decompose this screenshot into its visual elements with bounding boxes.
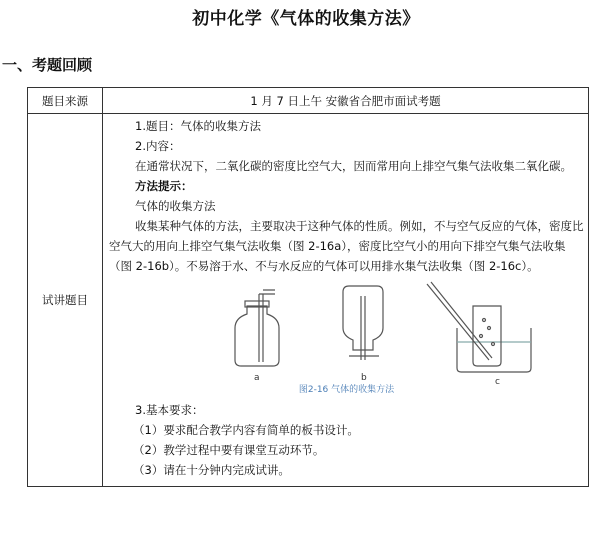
- topic-row: [28, 114, 589, 487]
- topic-line: 1.题目：气体的收集方法: [135, 119, 261, 133]
- hint-text: 收集某种气体的方法，主要取决于这种气体的性质。例如，不与空气反应的气体，密度比空气大的用向上排空气集气法收集（图 2-16a），密度比空气小的用向下排空气集气法收集（图 2-16b）。不易溶于水、不与水反应的气体可以用排水集气法收集（图 2-16c）。: [109, 219, 584, 273]
- content-heading: 2.内容：: [135, 139, 181, 153]
- gas-collection-figure: [109, 276, 584, 388]
- apparatus-illustration: [109, 276, 579, 388]
- requirement-3: （3）请在十分钟内完成试讲。: [133, 463, 290, 477]
- requirement-2: （2）教学过程中要有课堂互动环节。: [133, 443, 325, 457]
- content-text: 在通常状况下，二氧化碳的密度比空气大，因而常用向上排空气集气法收集二氧化碳。: [135, 159, 572, 173]
- figure-label-b: b: [361, 373, 367, 383]
- hint-heading: 方法提示：: [135, 179, 193, 193]
- figure-label-a: a: [254, 373, 260, 383]
- topic-label: 试讲题目: [28, 114, 103, 487]
- figure-caption: 图2-16 气体的收集方法: [298, 385, 395, 395]
- source-row: [28, 88, 589, 114]
- requirements-heading: 3.基本要求：: [135, 403, 204, 417]
- figure-label-c: c: [495, 377, 500, 387]
- section-heading: 一、考题回顾: [2, 56, 93, 74]
- document-title: 初中化学《气体的收集方法》: [192, 9, 420, 29]
- hint-title: 气体的收集方法: [135, 199, 216, 213]
- source-value: 1 月 7 日上午 安徽省合肥市面试考题: [103, 88, 589, 114]
- question-table: [27, 87, 589, 487]
- requirement-1: （1）要求配合教学内容有简单的板书设计。: [133, 423, 359, 437]
- source-label: 题目来源: [28, 88, 103, 114]
- topic-body: [103, 114, 589, 487]
